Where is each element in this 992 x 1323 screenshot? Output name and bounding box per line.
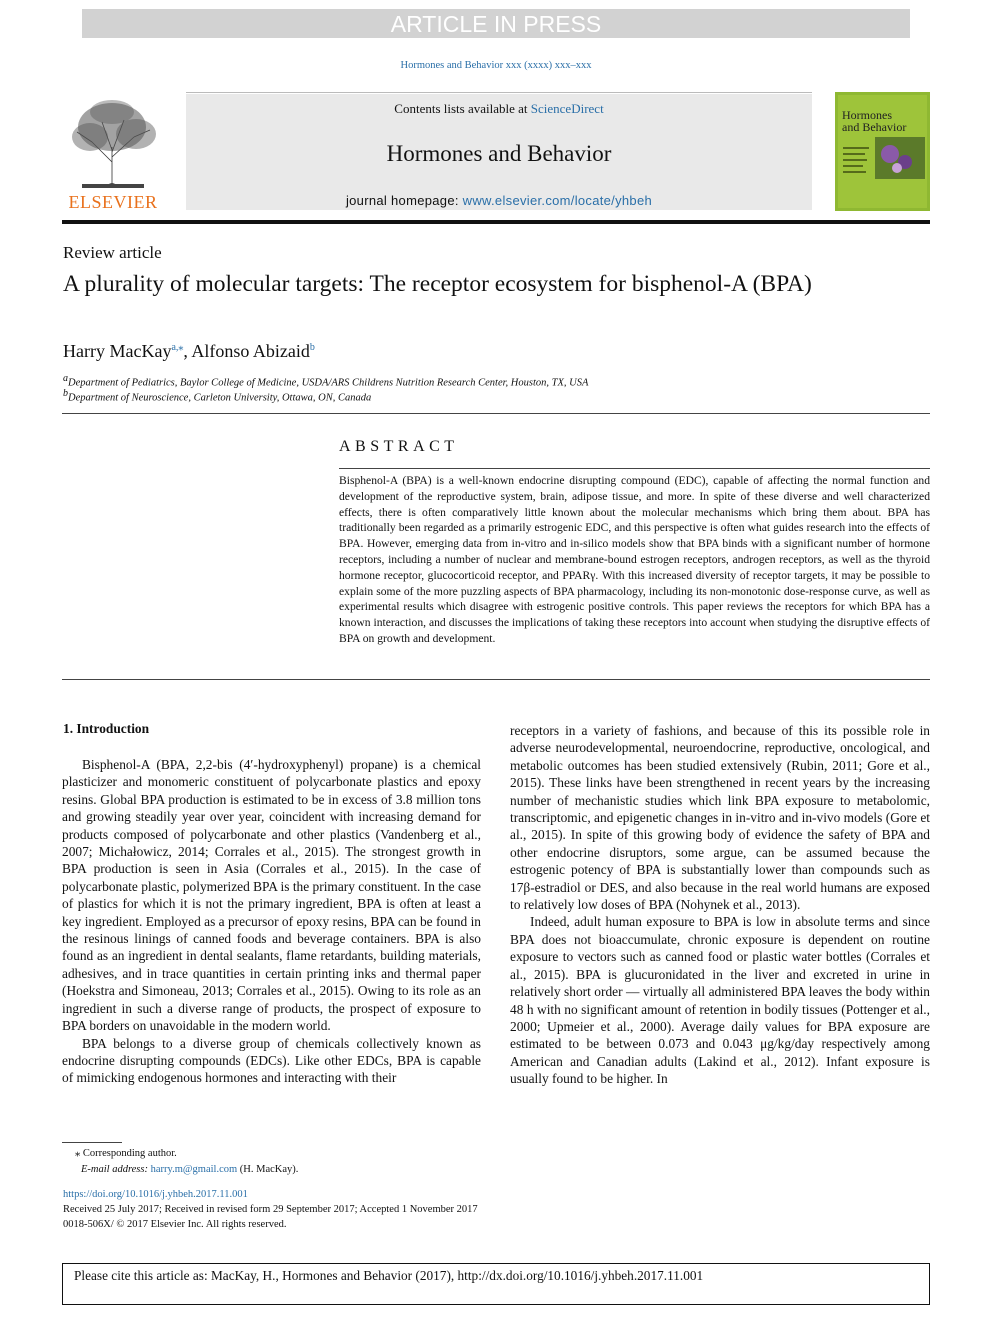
doi-link[interactable]: https://doi.org/10.1016/j.yhbeh.2017.11.001	[63, 1189, 248, 1200]
affiliation-text: Department of Pediatrics, Baylor College of Medicine, USDA/ARS Childrens Nutrition Research Center, Houston, TX, USA	[68, 377, 589, 389]
article-type: Review article	[63, 243, 162, 262]
journal-cover-image[interactable]	[835, 92, 930, 211]
footnote-rule	[62, 1142, 122, 1143]
cover-title	[842, 109, 906, 133]
homepage-line	[186, 193, 812, 208]
body-column-right	[510, 722, 930, 1088]
journal-title: Hormones and Behavior	[386, 141, 612, 166]
abstract-heading: ABSTRACT	[339, 438, 459, 455]
body-column-left	[62, 756, 481, 1087]
section-heading-introduction: 1. Introduction	[63, 721, 150, 736]
copyright: 0018-506X/ © 2017 Elsevier Inc. All rights reserved.	[63, 1219, 287, 1231]
contents-prefix: Contents lists available at	[394, 101, 531, 116]
email-label: E-mail address:	[81, 1163, 151, 1175]
elsevier-wordmark: ELSEVIER	[68, 192, 158, 212]
homepage-link[interactable]: www.elsevier.com/locate/yhbeh	[462, 193, 653, 208]
email-line	[63, 1162, 298, 1178]
elsevier-logo[interactable]	[62, 92, 164, 212]
corresponding-author-note: ⁎ Corresponding author.	[75, 1148, 177, 1159]
sciencedirect-link[interactable]: ScienceDirect	[530, 101, 604, 116]
abstract-text: Bisphenol-A (BPA) is a well-known endocrine disrupting compound (EDC), capable of affecting the normal function and development of the reproductive system, brain, adipose tissue, and more. In spite of these diverse and well characterized effects, there is often comparatively little known about the molecular mechanisms which bring them about. BPA has traditionally been regarded as a primarily estrogenic EDC, and this perspective is often what guides research into the effects of BPA. However, emerging data from in-vitro and in-silico models show that BPA binds with a significant number of hormone receptors, including a number of nuclear and membrane-bound estrogen receptors, androgen receptors, as well as the thyroid hormone receptor, glucocorticoid receptor, and PPARγ. With this increased diversity of receptor targets, it may be possible to explain some of the more puzzling aspects of BPA pharmacology, including its non-monotonic dose-response curve, as well as experimental results which disagree with estrogenic positive controls. This paper reviews the receptors for which BPA has a known interaction, and discusses the implications of taking these receptors into account when studying the disruptive effects of BPA on growth and development.	[339, 474, 930, 645]
cover-title-line2: and Behavior	[842, 120, 907, 134]
email-link[interactable]: harry.m@gmail.com	[150, 1163, 238, 1175]
received-dates: Received 25 July 2017; Received in revised form 29 September 2017; Accepted 1 November 2017	[63, 1204, 478, 1216]
section-rule	[62, 679, 930, 680]
body-paragraph: BPA belongs to a diverse group of chemicals collectively known as endocrine disrupting compounds (EDCs). Like other EDCs, BPA is capable of mimicking endogenous hormones and interacting with their	[62, 1035, 481, 1086]
author-name[interactable]: Alfonso Abizaid	[191, 341, 310, 361]
author-separator: ,	[183, 341, 192, 361]
article-in-press-banner: ARTICLE IN PRESS	[82, 9, 910, 38]
author-name[interactable]: Harry MacKay	[63, 341, 172, 361]
section-rule	[62, 413, 930, 414]
journal-reference-link[interactable]: Hormones and Behavior xxx (xxxx) xxx–xxx	[400, 60, 592, 71]
body-paragraph: Indeed, adult human exposure to BPA is low in absolute terms and since BPA does not bioaccumulate, chronic exposure is dependent on routine exposure to vectors such as canned food or plastic water bottles (Corrales et al., 2015). BPA is glucuronidated in the liver and excreted in urine in relatively short order — virtually all administered BPA leaves the body within 48 h with no significant amount of retention in bodily tissues (Pottenger et al., 2000; Upmeier et al., 2000). Average daily values for BPA exposure are estimated to be between 0.073 and 0.043 μg/kg/day respectively among American and Canadian adults (Lakind et al., 2012). Infant exposure is usually found to be higher. In	[510, 914, 930, 1087]
affiliation-text: Department of Neuroscience, Carleton University, Ottawa, ON, Canada	[68, 392, 372, 404]
affiliation-b	[63, 388, 371, 404]
author-list	[63, 341, 315, 362]
homepage-prefix: journal homepage:	[345, 193, 463, 208]
citation-text[interactable]: Please cite this article as: MacKay, H., Hormones and Behavior (2017), http://dx.doi.org/10.1016/j.yhbeh.2017.11.001	[74, 1268, 704, 1283]
abstract-rule	[339, 468, 930, 469]
header-thick-rule	[62, 220, 930, 224]
body-paragraph: receptors in a variety of fashions, and because of this its possible role in adverse neurodevelopmental, neuroendocrine, reproductive, oncological, and metabolic outcomes has been studied extensively (Rubin, 2011; Gore et al., 2015). These links have been strengthened in recent years by the increasing number of mechanistic studies which link BPA exposure to metabolomic, transcriptomic, and epigenetic changes in in-vitro and in-vivo models (Gore et al., 2015). In spite of this growing body of evidence the safety of BPA and other endocrine disruptors, some argue, can be assumed because the estrogenic potency of BPA is substantially lower than compounds such as 17β-estradiol or DES, and also because in the real world humans are exposed to relatively low doses of BPA (Nohynek et al., 2013).	[510, 723, 930, 913]
affiliation-a	[63, 373, 588, 389]
cover-title-line1: Hormones	[842, 108, 892, 122]
author-affiliation-marker[interactable]: a,⁎	[171, 342, 184, 353]
affiliation-marker: b	[63, 388, 68, 399]
article-title: A plurality of molecular targets: The receptor ecosystem for bisphenol-A (BPA)	[63, 271, 812, 297]
author-affiliation-marker[interactable]: b	[309, 342, 315, 353]
publication-info	[63, 1187, 478, 1233]
header-rule	[186, 92, 812, 93]
affiliation-marker: a	[63, 373, 68, 384]
email-owner: (H. MacKay).	[237, 1163, 299, 1175]
body-paragraph: Bisphenol-A (BPA, 2,2-bis (4′-hydroxyphenyl) propane) is a chemical plasticizer and monomeric constituent of polycarbonate plastics and epoxy resins. Global BPA production is estimated to be in excess of 3.8 million tons and growing steadily year over year, coincident with increasing demand for products composed of polycarbonate and other plastics (Vandenberg et al., 2007; Michałowicz, 2014; Corrales et al., 2015). The strongest growth in BPA production is seen in Asia (Corrales et al., 2015). In the case of polycarbonate plastic, polymerized BPA is the primary constituent. In the case of plastics for which it is not the primary ingredient, BPA is often at least a key ingredient. Employed as a precursor of epoxy resins, BPA can be found in the resinous linings of canned foods and beverage containers. BPA is also found as an ingredient in dental sealants, flame retardants, building materials, adhesives, and in trace quantities in certain printing inks and thermal paper (Hoekstra and Simoneau, 2013; Corrales et al., 2015). Owing to its role as an ingredient in such a diverse range of products, the prospect of exposure to BPA borders on unavoidable in the modern world.	[62, 757, 481, 1034]
footnote	[63, 1146, 298, 1177]
contents-line	[186, 101, 812, 117]
